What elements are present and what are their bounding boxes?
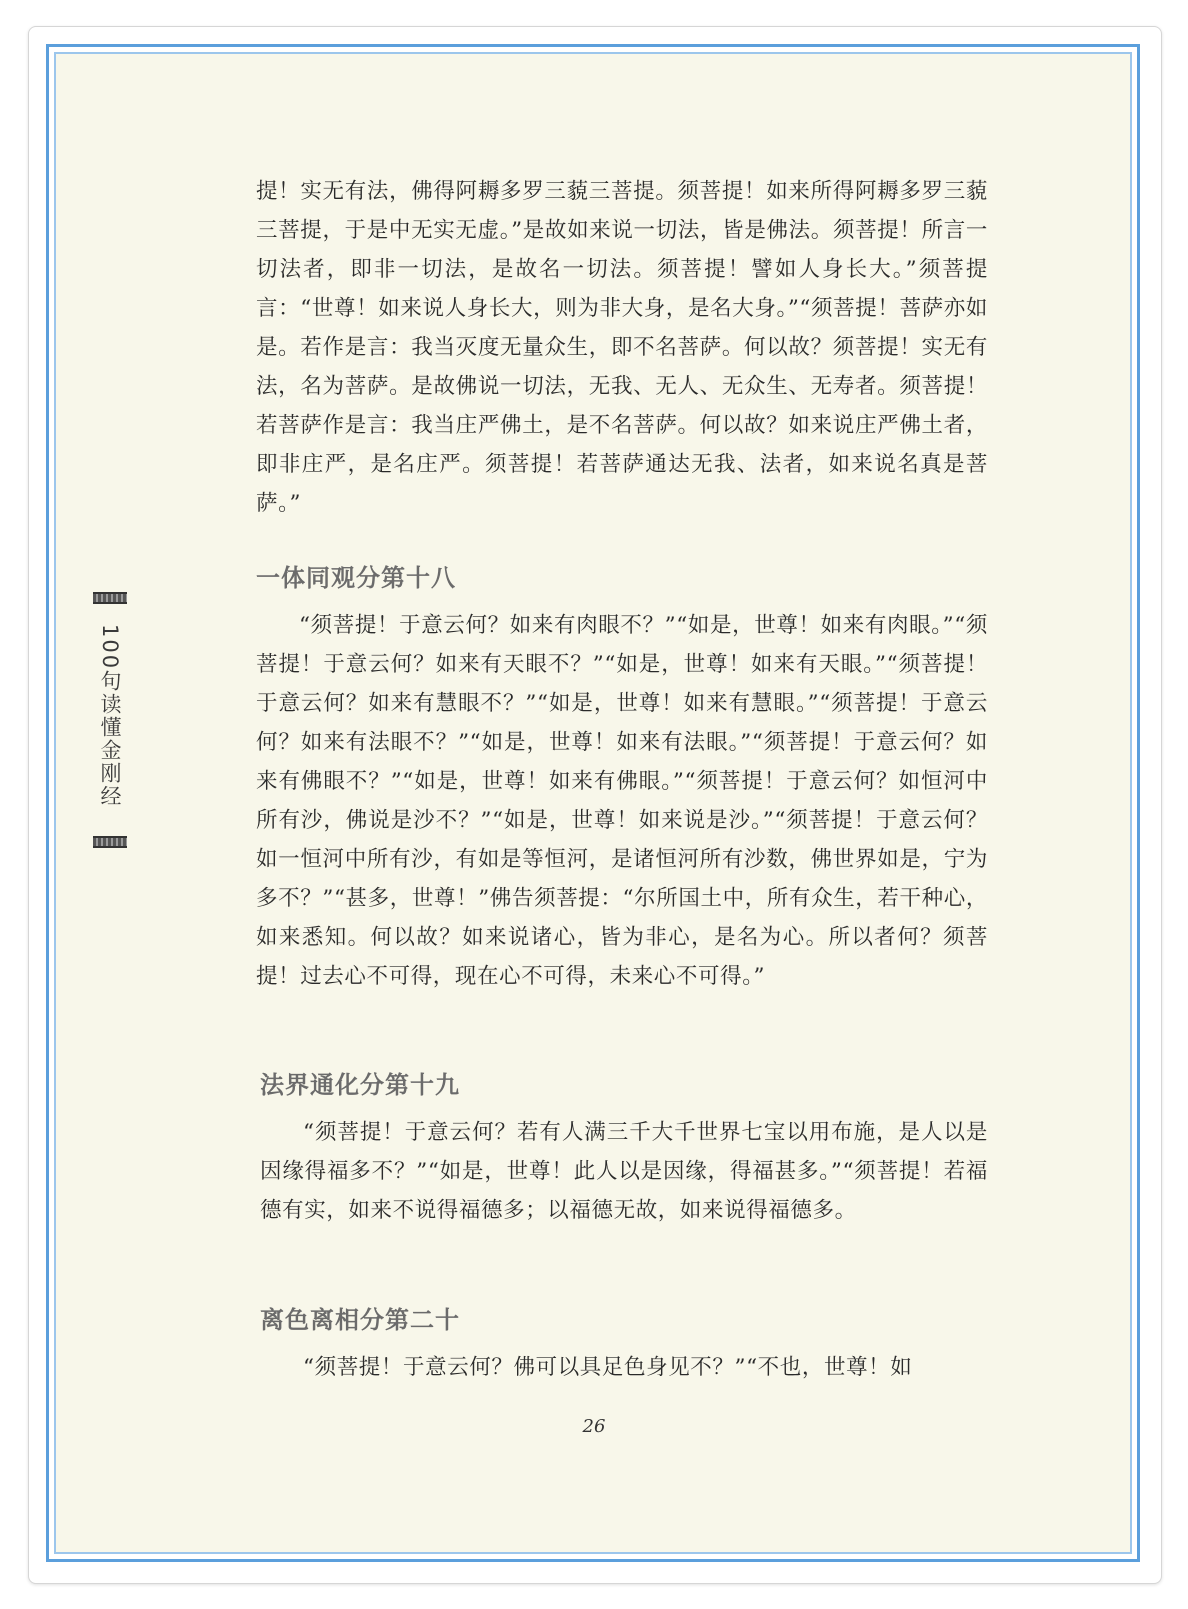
chapter-19-heading: 法界通化分第十九 xyxy=(260,1071,460,1099)
sidebar-ornament-bottom xyxy=(93,836,127,848)
chapter-19-paragraph: “须菩提！于意云何？若有人满三千大千世界七宝以用布施，是人以是因缘得福多不？”“如是，世尊！此人以是因缘，得福甚多。”“须菩提！若福德有实，如来不说得福德多；以福德无故，如来说得福德多。 xyxy=(260,1120,988,1223)
paragraph-continuation: 提！实无有法，佛得阿耨多罗三藐三菩提。须菩提！如来所得阿耨多罗三藐三菩提，于是中无实无虚。”是故如来说一切法，皆是佛法。须菩提！所言一切法者，即非一切法，是故名一切法。须菩提！譬如人身长大。”须菩提言：“世尊！如来说人身长大，则为非大身，是名大身。”“须菩提！菩萨亦如是。若作是言：我当灭度无量众生，即不名菩萨。何以故？须菩提！实无有法，名为菩萨。是故佛说一切法，无我、无人、无众生、无寿者。须菩提！若菩萨作是言：我当庄严佛土，是不名菩萨。何以故？如来说庄严佛土者，即非庄严，是名庄严。须菩提！若菩萨通达无我、法者，如来说名真是菩萨。” xyxy=(256,179,988,516)
chapter-20-heading: 离色离相分第二十 xyxy=(260,1306,460,1334)
chapter-18-heading: 一体同观分第十八 xyxy=(256,564,456,592)
sidebar-ornament-top xyxy=(93,592,127,604)
page-number: 26 xyxy=(582,1416,606,1437)
book-title-vertical: 100句读懂金刚经 xyxy=(98,624,122,809)
chapter-20-paragraph: “须菩提！于意云何？佛可以具足色身见不？”“不也，世尊！如 xyxy=(303,1355,913,1380)
chapter-18-paragraph: “须菩提！于意云何？如来有肉眼不？”“如是，世尊！如来有肉眼。”“须菩提！于意云何？如来有天眼不？”“如是，世尊！如来有天眼。”“须菩提！于意云何？如来有慧眼不？”“如是，世尊！如来有慧眼。”“须菩提！于意云何？如来有法眼不？”“如是，世尊！如来有法眼。”“须菩提！于意云何？如来有佛眼不？”“如是，世尊！如来有佛眼。”“须菩提！于意云何？如恒河中所有沙，佛说是沙不？”“如是，世尊！如来说是沙。”“须菩提！于意云何？如一恒河中所有沙，有如是等恒河，是诸恒河所有沙数，佛世界如是，宁为多不？”“甚多，世尊！”佛告须菩提：“尔所国土中，所有众生，若干种心，如来悉知。何以故？如来说诸心，皆为非心，是名为心。所以者何？须菩提！过去心不可得，现在心不可得，未来心不可得。” xyxy=(256,613,988,989)
